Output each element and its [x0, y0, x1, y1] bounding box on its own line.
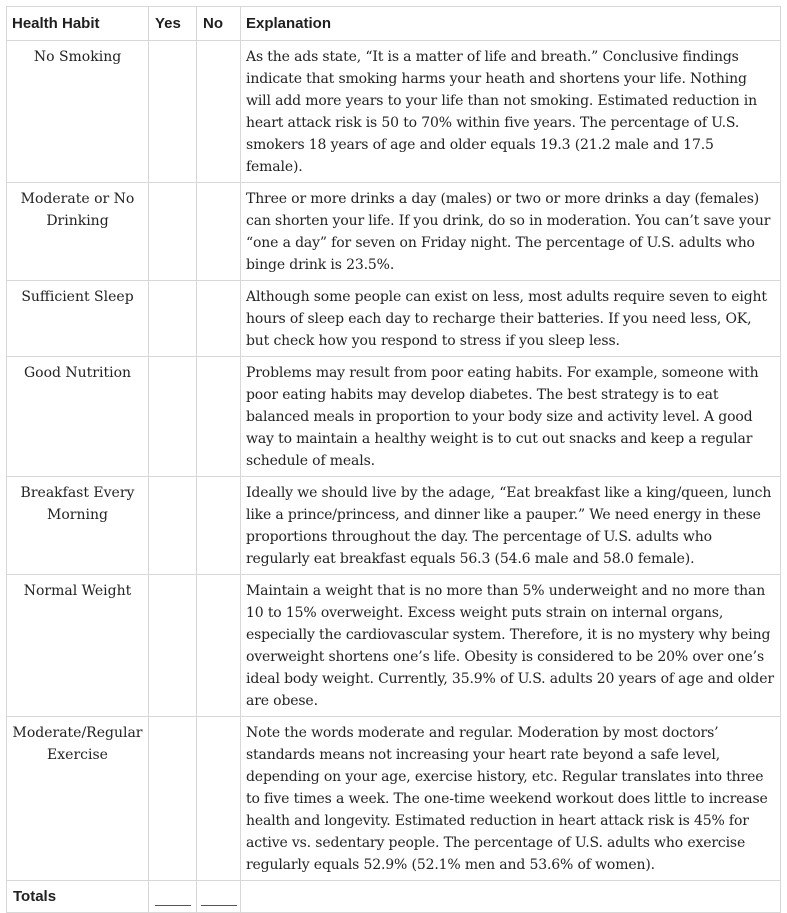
habit-cell: Normal Weight [7, 575, 149, 717]
habit-cell: Moderate or No Drinking [7, 183, 149, 281]
yes-cell[interactable] [149, 575, 197, 717]
health-habits-table [6, 6, 781, 913]
habit-cell: Moderate/Regular Exercise [7, 717, 149, 881]
yes-cell[interactable] [149, 477, 197, 575]
table-row [7, 477, 781, 575]
habit-cell: Sufficient Sleep [7, 281, 149, 357]
no-total-blank-line[interactable] [201, 905, 237, 906]
explanation-cell: As the ads state, “It is a matter of life and breath.” Conclusive findings indicate that smoking harms your heath and shortens your life. Nothing will add more years to your life than not smoking. Estimated reduction in heart attack risk is 50 to 70% within five years. The percentage of U.S. smokers 18 years of age and older equals 19.3 (21.2 male and 17.5 female). [241, 41, 781, 183]
explanation-cell: Note the words moderate and regular. Moderation by most doctors’ standards means not increasing your heart rate beyond a safe level, depending on your age, exercise history, etc. Regular translates into three to five times a week. The one-time weekend workout does little to increase health and longevity. Estimated reduction in heart attack risk is 45% for active vs. sedentary people. The percentage of U.S. adults who exercise regularly equals 52.9% (52.1% men and 53.6% of women). [241, 717, 781, 881]
no-cell[interactable] [197, 41, 241, 183]
header-yes: Yes [149, 7, 197, 41]
yes-cell[interactable] [149, 281, 197, 357]
habit-cell: Good Nutrition [7, 357, 149, 477]
table-row [7, 183, 781, 281]
yes-total-cell[interactable] [149, 881, 197, 913]
header-explanation: Explanation [241, 7, 781, 41]
yes-total-blank-line[interactable] [155, 905, 191, 906]
header-no: No [197, 7, 241, 41]
table-row [7, 357, 781, 477]
totals-label: Totals [7, 881, 149, 913]
header-health-habit: Health Habit [7, 7, 149, 41]
table-row [7, 41, 781, 183]
explanation-cell: Although some people can exist on less, most adults require seven to eight hours of sleep each day to recharge their batteries. If you need less, OK, but check how you respond to stress if you sleep less. [241, 281, 781, 357]
no-cell[interactable] [197, 281, 241, 357]
header-row [7, 7, 781, 41]
explanation-cell: Three or more drinks a day (males) or two or more drinks a day (females) can shorten your life. If you drink, do so in moderation. You can’t save your “one a day” for seven on Friday night. The percentage of U.S. adults who binge drink is 23.5%. [241, 183, 781, 281]
no-total-cell[interactable] [197, 881, 241, 913]
table-row [7, 575, 781, 717]
no-cell[interactable] [197, 357, 241, 477]
habit-cell: Breakfast Every Morning [7, 477, 149, 575]
table-row [7, 281, 781, 357]
no-cell[interactable] [197, 477, 241, 575]
explanation-cell: Ideally we should live by the adage, “Eat breakfast like a king/queen, lunch like a prince/princess, and dinner like a pauper.” We need energy in these proportions throughout the day. The percentage of U.S. adults who regularly eat breakfast equals 56.3 (54.6 male and 58.0 female). [241, 477, 781, 575]
totals-explanation-cell [241, 881, 781, 913]
no-cell[interactable] [197, 183, 241, 281]
yes-cell[interactable] [149, 41, 197, 183]
yes-cell[interactable] [149, 357, 197, 477]
no-cell[interactable] [197, 717, 241, 881]
yes-cell[interactable] [149, 183, 197, 281]
table-row [7, 717, 781, 881]
yes-cell[interactable] [149, 717, 197, 881]
no-cell[interactable] [197, 575, 241, 717]
habit-cell: No Smoking [7, 41, 149, 183]
totals-row [7, 881, 781, 913]
explanation-cell: Problems may result from poor eating habits. For example, someone with poor eating habits may develop diabetes. The best strategy is to eat balanced meals in proportion to your body size and activity level. A good way to maintain a healthy weight is to cut out snacks and keep a regular schedule of meals. [241, 357, 781, 477]
explanation-cell: Maintain a weight that is no more than 5% underweight and no more than 10 to 15% overweight. Excess weight puts strain on internal organs, especially the cardiovascular system. Therefore, it is no mystery why being overweight shortens one’s life. Obesity is considered to be 20% over one’s ideal body weight. Currently, 35.9% of U.S. adults 20 years of age and older are obese. [241, 575, 781, 717]
